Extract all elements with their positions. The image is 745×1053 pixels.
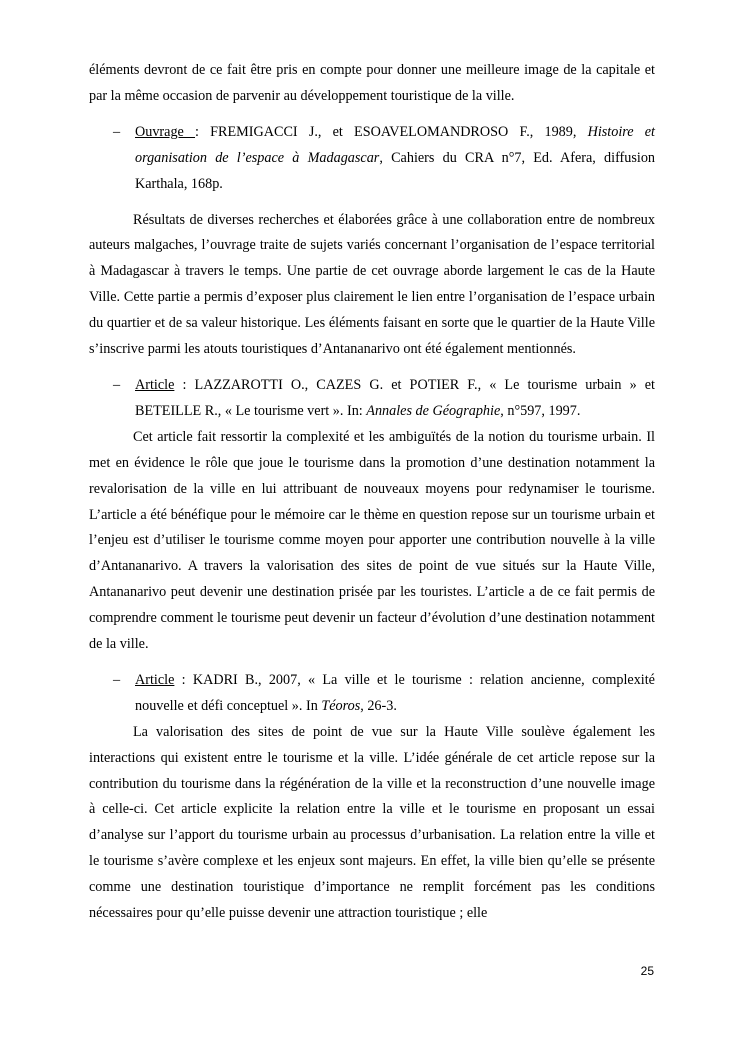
summary-paragraph-2: Cet article fait ressortir la complexité et les ambiguïtés de la notion du tourisme urbain. Il met en évidence le rôle que joue le tourisme dans la promotion d’une destination notamment la revalorisation de la ville en lui attribuant de nouveaux moyens pour redynamiser le tourisme. L’article a été bénéfique pour le mémoire car le thème en question repose sur un tourisme urbain et l’enjeu est d’utiliser le tourisme comme moyen pour apporter une contribution nouvelle à la ville d’Antananarivo. A travers la valorisation des sites de point de vue situés sur la Haute Ville, Antananarivo peut devenir une destination prisée par les touristes. L’article a de ce fait permis de comprendre comment le tourisme peut devenir un facteur d’évolution d’une destination notamment de la ville. <box>89 428 655 653</box>
reference-authors: KADRI B., 2007, « La ville et le tourisme : relation ancienne, complexité nouvelle et défi conceptuel ». In <box>135 671 655 714</box>
reference-authors: LAZZAROTTI O., CAZES G. et POTIER F., « Le tourisme urbain » et BETEILLE R., « Le tourisme vert ». In: <box>135 376 655 419</box>
reference-type-label: Article <box>135 376 175 393</box>
intro-paragraph: éléments devront de ce fait être pris en compte pour donner une meilleure image de la capitale et par la même occasion de parvenir au développement touristique de la ville. <box>89 62 655 104</box>
bullet-dash: – <box>113 671 121 688</box>
reference-separator: : <box>174 671 193 688</box>
page-number: 25 <box>640 964 654 978</box>
reference-details: , n°597, 1997. <box>500 402 581 419</box>
reference-title: Annales de Géographie <box>366 402 501 419</box>
bullet-dash: – <box>113 376 121 393</box>
reference-title: Téoros <box>321 697 361 714</box>
summary-paragraph-3: La valorisation des sites de point de vue sur la Haute Ville soulève également les interactions qui existent entre le tourisme et la ville. L’idée générale de cet article repose sur la contribution du tourisme dans la régénération de la ville et la reconstruction d’une nouvelle image à celle-ci. Cet article explicite la relation entre la ville et le tourisme en proposant un essai d’analyse sur l’apport du tourisme urbain au processus d’urbanisation. La relation entre la ville et le tourisme s’avère complexe et les enjeux sont majeurs. En effet, la ville bien qu’elle se présente comme une destination touristique d’importance ne remplit forcément pas les conditions nécessaires pour qu’elle puisse devenir une attraction touristique ; elle <box>89 723 655 922</box>
summary-paragraph-1: Résultats de diverses recherches et élaborées grâce à une collaboration entre de nombreux auteurs malgaches, l’ouvrage traite de sujets variés concernant l’organisation de l’espace territorial à Madagascar à travers le temps. Une partie de cet ouvrage aborde largement le cas de la Haute Ville. Cette partie a permis d’exposer plus clairement le lien entre l’organisation de l’espace urbain du quartier et de sa valeur historique. Les éléments faisant en sorte que le quartier de la Haute Ville s’inscrive parmi les atouts touristiques d’Antananarivo ont été également mentionnés. <box>89 211 655 358</box>
reference-details: , Cahiers du CRA n°7, Ed. Afera, diffusion Karthala, 168p. <box>135 149 656 192</box>
reference-title: Histoire et organisation de l’espace à Madagascar <box>135 123 655 166</box>
reference-type-label: Ouvrage <box>135 123 196 140</box>
bullet-dash: – <box>113 123 121 140</box>
reference-entry-3 <box>113 668 655 720</box>
reference-type-label: Article <box>135 671 175 688</box>
page-body <box>89 58 655 927</box>
reference-separator: : <box>174 376 195 393</box>
reference-authors: FREMIGACCI J., et ESOAVELOMANDROSO F., 1989, <box>210 123 588 140</box>
reference-entry-1 <box>113 120 656 198</box>
reference-entry-2 <box>113 373 655 425</box>
reference-separator: : <box>195 123 211 140</box>
reference-details: , 26-3. <box>360 697 397 714</box>
